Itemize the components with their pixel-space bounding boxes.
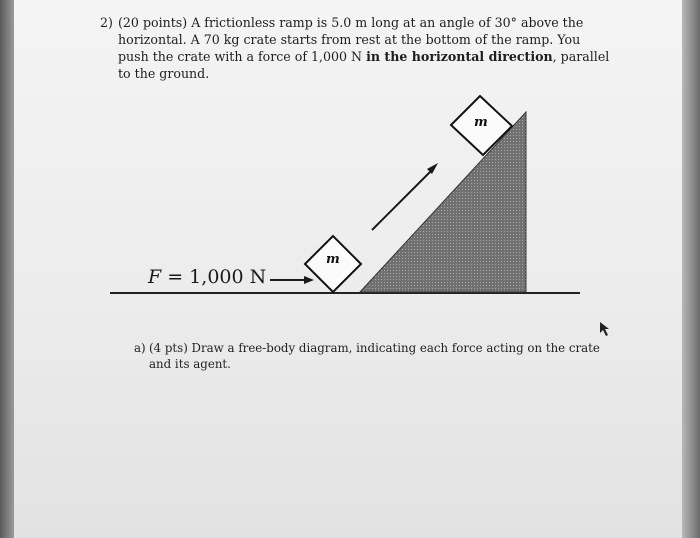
question-a	[134, 340, 614, 372]
force-arrow	[270, 276, 314, 284]
question-text: (4 pts) Draw a free-body diagram, indicating each force acting on the crate and its agent.	[149, 341, 600, 371]
cursor-icon	[600, 322, 609, 336]
crate-top-label: m	[474, 115, 488, 130]
problem-text-2: , parallel to the ground.	[118, 49, 610, 81]
force-label	[148, 266, 266, 288]
problem-text-bold: in the horizontal direction	[366, 49, 553, 64]
force-symbol: F	[148, 266, 162, 288]
problem-points: (20 points)	[118, 15, 188, 30]
force-value: = 1,000 N	[161, 266, 267, 288]
problem-text-1: A frictionless ramp is 5.0 m long at an angle of 30° above the horizontal. A 70 kg crate starts from rest at the bottom of the ramp. You push the crate with a force of 1,000 N	[118, 15, 584, 64]
crate-bottom-label: m	[326, 252, 340, 267]
ramp	[360, 112, 526, 292]
problem-number: 2)	[100, 15, 113, 30]
question-label: a)	[134, 341, 146, 355]
